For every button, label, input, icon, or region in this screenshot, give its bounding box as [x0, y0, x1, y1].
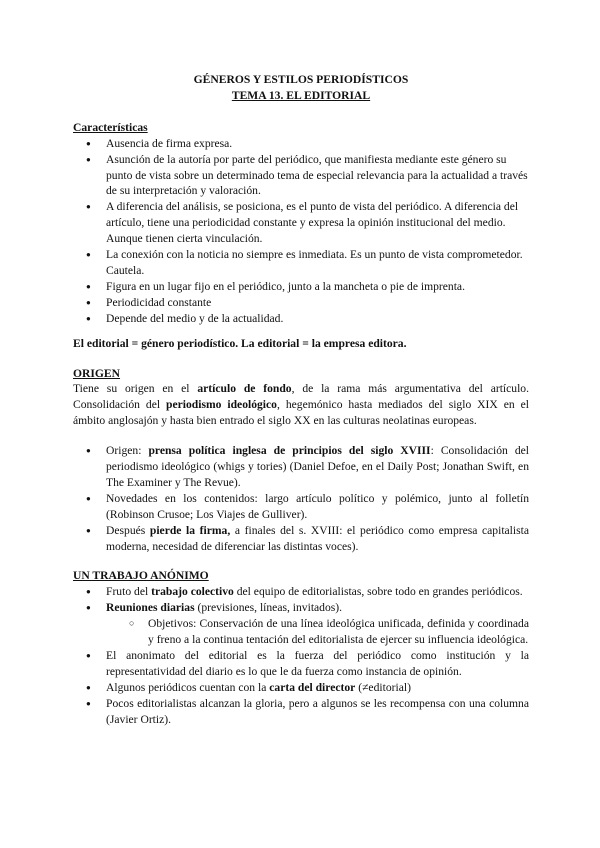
list-item: ● Después pierde la firma, a finales del s. XVIII: el periódico como empresa capitalista moderna, necesidad de diferenciar las distintas voces).	[73, 523, 529, 555]
list-item: ● Pocos editorialistas alcanzan la gloria, pero a algunos se les recompensa con una columna (Javier Ortiz).	[73, 696, 529, 728]
list-item: ● Ausencia de firma expresa.	[73, 136, 529, 152]
document-subtitle: TEMA 13. EL EDITORIAL	[231, 88, 371, 102]
list-item: ● La conexión con la noticia no siempre es inmediata. Es un punto de vista comprometedor. Cautela.	[73, 247, 529, 279]
sub-list-item: ○ Objetivos: Conservación de una línea ideológica unificada, definida y coordinada y freno a la continua tentación del editorialista de ejercer su influencia ideológica.	[73, 616, 529, 648]
list-item: ● Figura en un lugar fijo en el periódico, junto a la mancheta o pie de imprenta.	[73, 279, 529, 295]
list-item: ● Novedades en los contenidos: largo artículo político y polémico, junto al folletín (Robinson Crusoe; Los Viajes de Gulliver).	[73, 491, 529, 523]
list-item: ● Reuniones diarias (previsiones, líneas, invitados).	[73, 600, 529, 616]
list-item: ● Origen: prensa política inglesa de principios del siglo XVIII: Consolidación del periodismo ideológico (whigs y tories) (Daniel Defoe, en el Daily Post; Jonathan Swift, en The Examiner y The Revue).	[73, 443, 529, 491]
list-item: ● A diferencia del análisis, se posiciona, es el punto de vista del periódico. A diferencia del artículo, tiene una periodicidad constante y expresa la opinión institucional del medio. Aunque tienen cierta vinculación.	[73, 199, 529, 247]
document-page	[73, 72, 529, 728]
list-item: ● El anonimato del editorial es la fuerza del periódico como institución y la representatividad del diario es lo que le da fuerza como instancia de opinión.	[73, 648, 529, 680]
list-item: ● Algunos periódicos cuentan con la carta del director (≠editorial)	[73, 680, 529, 696]
list-item: ● Periodicidad constante	[73, 295, 529, 311]
caracteristicas-list	[73, 136, 529, 327]
section-heading-caracteristicas: Características	[73, 120, 148, 134]
document-title: GÉNEROS Y ESTILOS PERIODÍSTICOS	[193, 73, 409, 86]
list-item: ● Asunción de la autoría por parte del periódico, que manifiesta mediante este género su punto de vista sobre un determinado tema de especial relevancia para la actualidad a través de su interpretación y valoración.	[73, 152, 529, 200]
origen-list	[73, 443, 529, 554]
editorial-definition: El editorial = género periodístico. La editorial = la empresa editora.	[73, 336, 407, 350]
list-item: ● Depende del medio y de la actualidad.	[73, 311, 529, 327]
section-heading-anonimo: UN TRABAJO ANÓNIMO	[73, 569, 209, 583]
anonimo-list	[73, 584, 529, 727]
section-heading-origen: ORIGEN	[73, 366, 121, 380]
list-item: ● Fruto del trabajo colectivo del equipo de editorialistas, sobre todo en grandes periódicos.	[73, 584, 529, 600]
origen-paragraph: Tiene su origen en el artículo de fondo, de la rama más argumentativa del artículo. Consolidación del periodismo ideológico, hegemónico hasta mediados del siglo XIX en el ámbito anglosajón y hasta bien entrado el siglo XX en las culturas neolatinas europeas.	[73, 382, 529, 428]
